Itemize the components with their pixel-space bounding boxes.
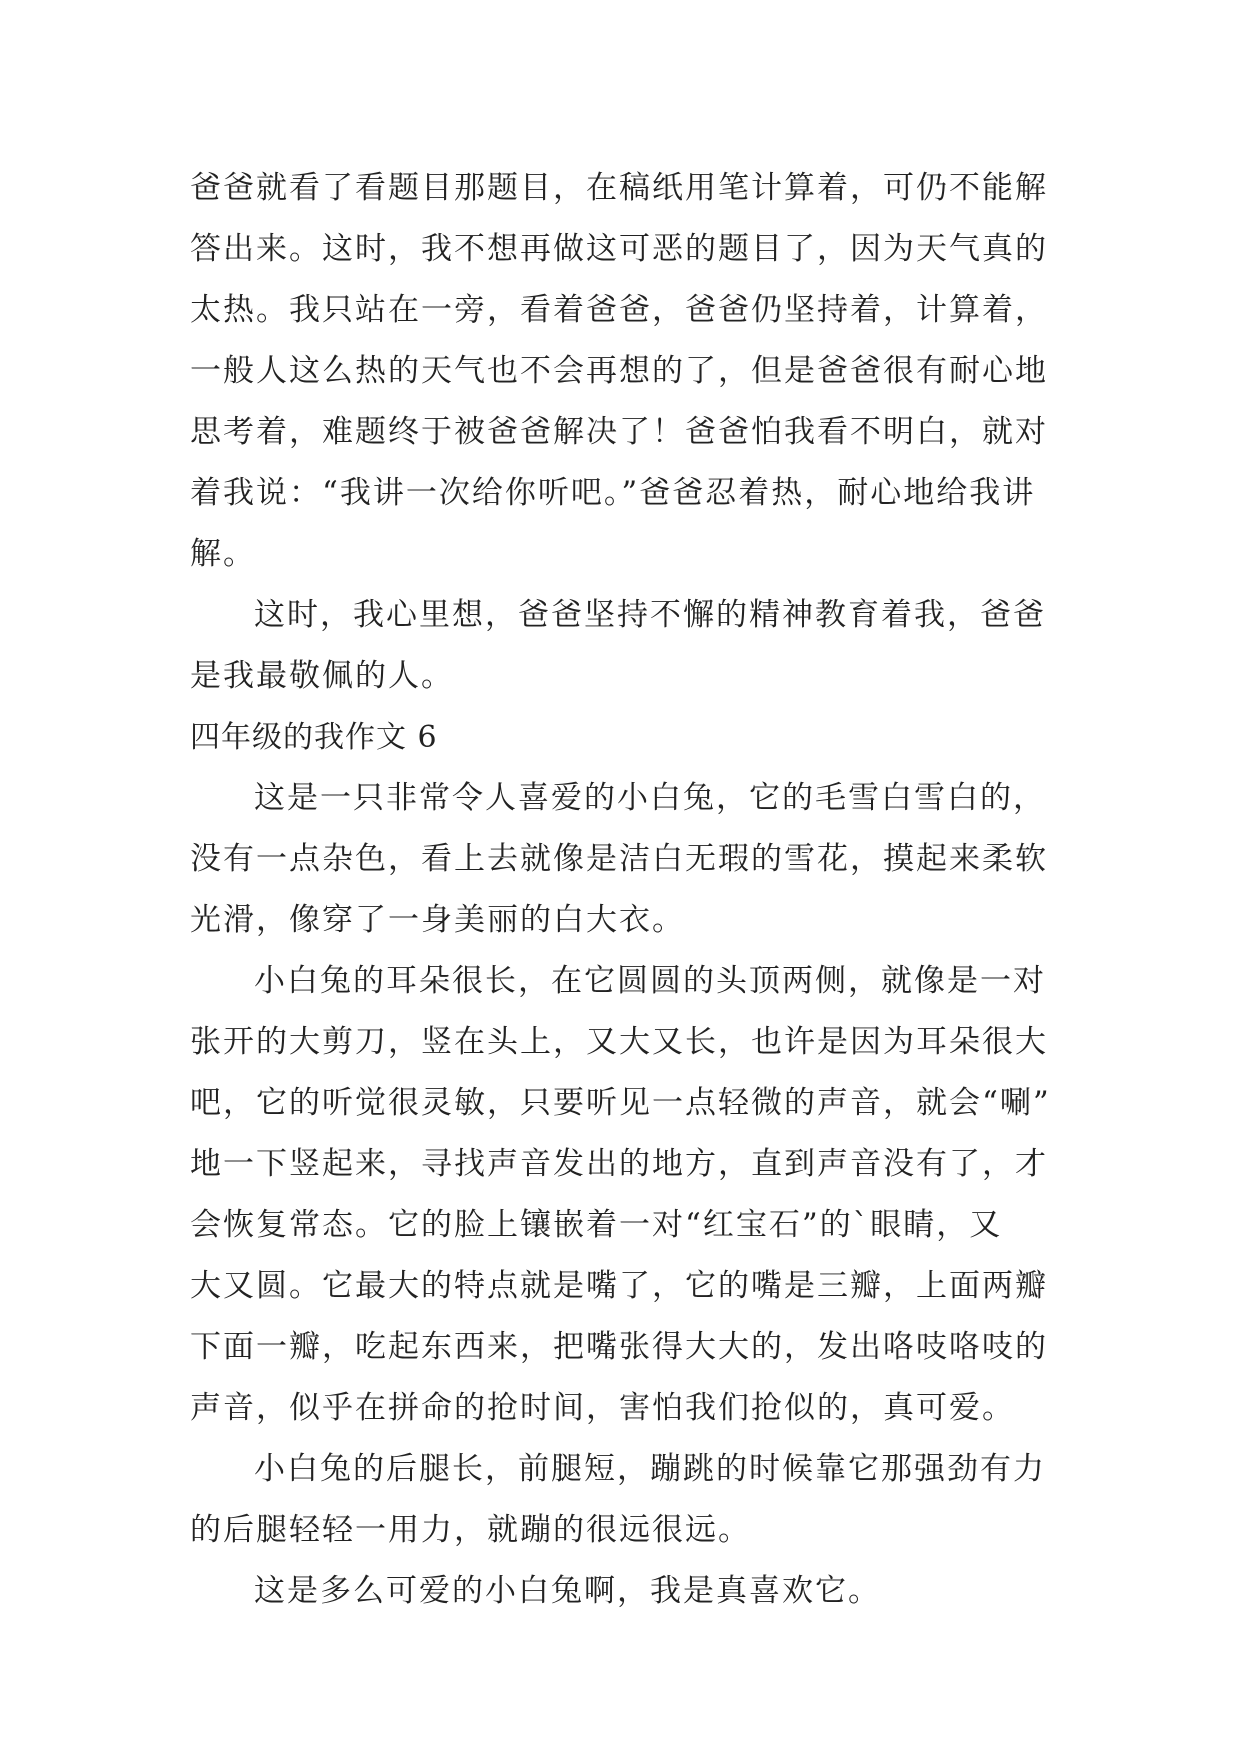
text-line: 这时，我心里想，爸爸坚持不懈的精神教育着我，爸爸 <box>254 597 1046 633</box>
section-heading: 四年级的我作文 6 <box>190 720 438 755</box>
text-line: 是我最敬佩的人。 <box>190 658 454 694</box>
text-line: 解。 <box>190 536 256 572</box>
text-line: 这是多么可爱的小白兔啊，我是真喜欢它。 <box>254 1573 881 1609</box>
text-line: 地一下竖起来，寻找声音发出的地方，直到声音没有了，才 <box>190 1146 1048 1182</box>
text-line: 太热。我只站在一旁，看着爸爸，爸爸仍坚持着，计算着， <box>190 292 1048 328</box>
text-line: 大又圆。它最大的特点就是嘴了，它的嘴是三瓣，上面两瓣 <box>190 1268 1048 1304</box>
text-line: 光滑，像穿了一身美丽的白大衣。 <box>190 902 685 938</box>
text-line: 张开的大剪刀，竖在头上，又大又长，也许是因为耳朵很大 <box>190 1024 1048 1060</box>
text-line: 小白兔的后腿长，前腿短，蹦跳的时候靠它那强劲有力 <box>254 1451 1046 1487</box>
text-line: 答出来。这时，我不想再做这可恶的题目了，因为天气真的 <box>190 231 1048 267</box>
text-line: 这是一只非常令人喜爱的小白兔，它的毛雪白雪白的， <box>254 780 1046 816</box>
text-line: 的后腿轻轻一用力，就蹦的很远很远。 <box>190 1512 751 1548</box>
text-line: 一般人这么热的天气也不会再想的了，但是爸爸很有耐心地 <box>190 353 1048 389</box>
text-line: 下面一瓣，吃起东西来，把嘴张得大大的，发出咯吱咯吱的 <box>190 1329 1048 1365</box>
document-body <box>190 158 1070 1622</box>
text-line: 会恢复常态。它的脸上镶嵌着一对“红宝石”的`眼睛，又 <box>190 1207 1003 1243</box>
text-line: 小白兔的耳朵很长，在它圆圆的头顶两侧，就像是一对 <box>254 963 1046 999</box>
text-line: 爸爸就看了看题目那题目，在稿纸用笔计算着，可仍不能解 <box>190 170 1048 206</box>
text-line: 着我说：“我讲一次给你听吧。”爸爸忍着热，耐心地给我讲 <box>190 475 1036 511</box>
text-line: 声音，似乎在拼命的抢时间，害怕我们抢似的，真可爱。 <box>190 1390 1015 1426</box>
text-line: 吧，它的听觉很灵敏，只要听见一点轻微的声音，就会“唰” <box>190 1085 1051 1121</box>
text-line: 思考着，难题终于被爸爸解决了！爸爸怕我看不明白，就对 <box>190 414 1048 450</box>
text-line: 没有一点杂色，看上去就像是洁白无瑕的雪花，摸起来柔软 <box>190 841 1048 877</box>
